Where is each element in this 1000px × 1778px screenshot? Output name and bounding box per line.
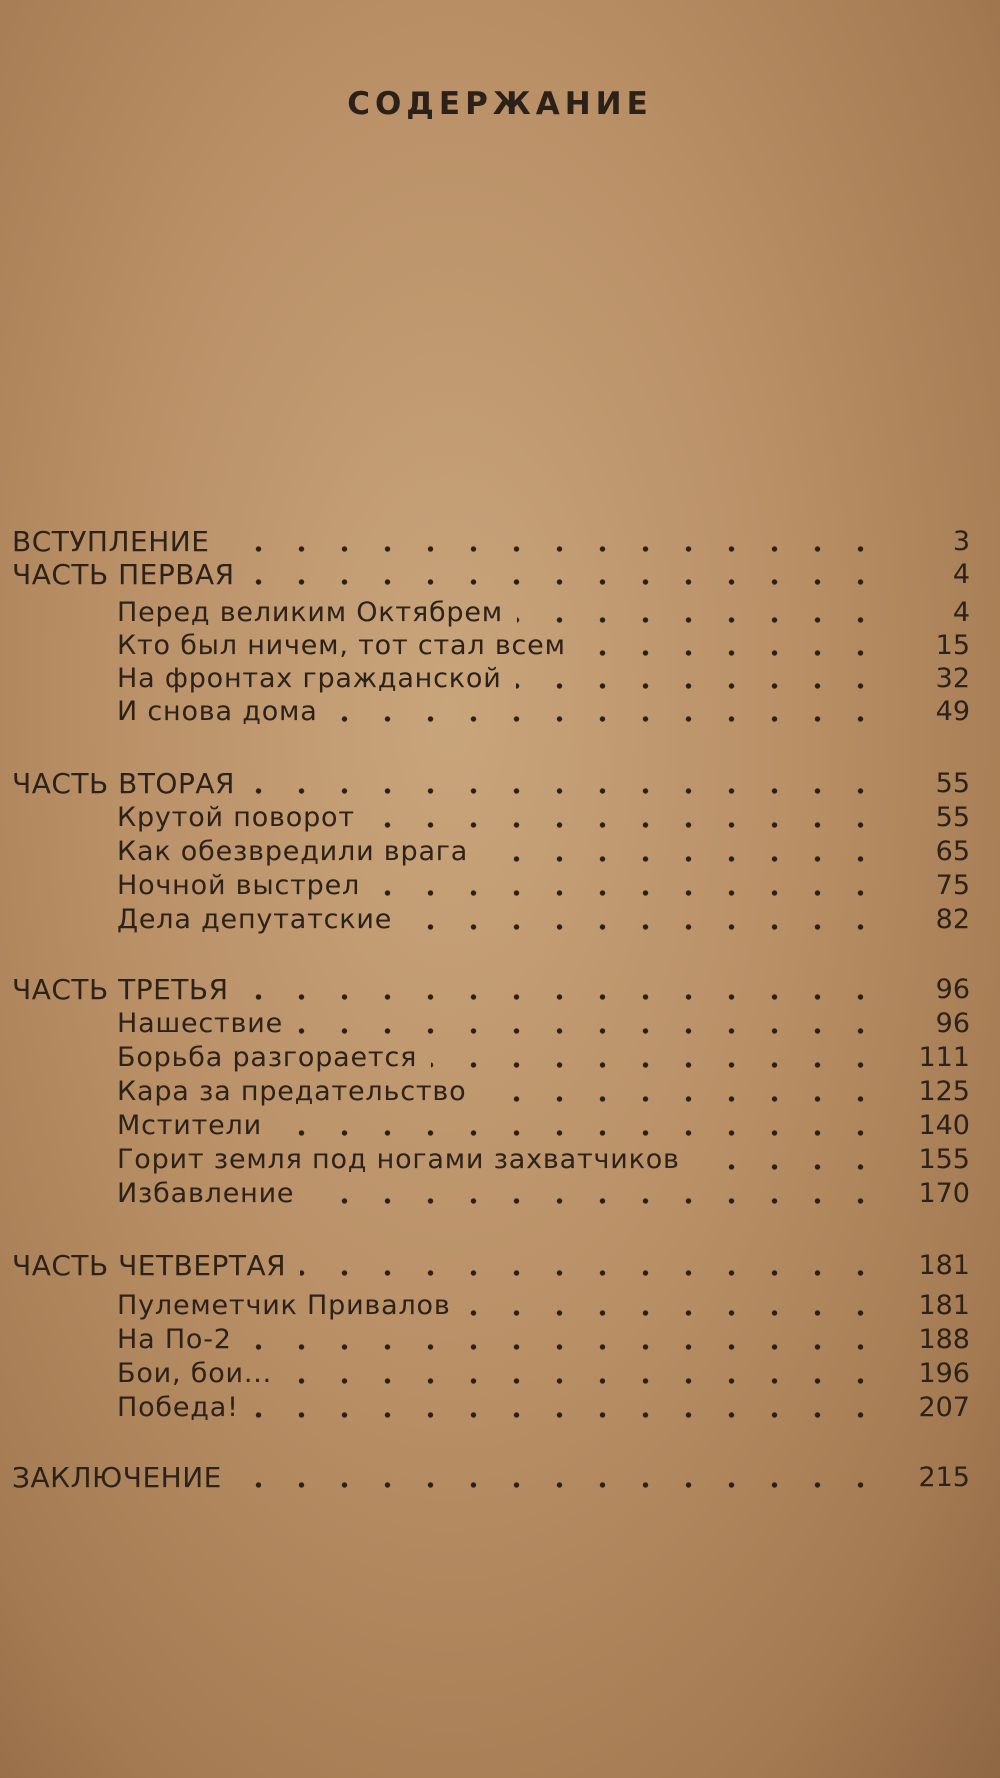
toc-page-number: 140: [918, 1110, 970, 1141]
dot-leader: [482, 856, 882, 862]
toc-chapter-title: Избавление: [117, 1178, 295, 1209]
toc-entry: [0, 1288, 1000, 1324]
toc-page-number: 15: [935, 630, 970, 661]
toc-page-number: 155: [918, 1144, 970, 1175]
toc-chapter-title: Дела депутатские: [117, 904, 393, 935]
toc-page-number: 215: [918, 1462, 970, 1493]
dot-leader: [223, 546, 882, 552]
toc-chapter-title: Ночной выстрел: [117, 870, 361, 901]
toc-entry: [0, 834, 1000, 870]
toc-entry: [0, 1006, 1000, 1042]
toc-entry: [0, 902, 1000, 938]
toc-section-title: ЧАСТЬ ЧЕТВЕРТАЯ: [12, 1249, 287, 1282]
toc-page-number: 111: [918, 1042, 970, 1073]
toc-chapter-title: Как обезвредили врага: [117, 836, 469, 867]
dot-leader: [465, 1310, 882, 1316]
toc-page-number: 181: [918, 1290, 970, 1321]
dot-leader: [517, 617, 882, 623]
toc-page-number: 3: [952, 526, 970, 557]
dot-leader: [480, 1096, 882, 1102]
toc-entry: [0, 1460, 1000, 1496]
toc-section-title: ЗАКЛЮЧЕНИЕ: [12, 1461, 222, 1494]
toc-chapter-title: Перед великим Октябрем: [117, 597, 503, 628]
dot-leader: [236, 1482, 882, 1488]
dot-leader: [431, 1062, 882, 1068]
toc-entry: [0, 972, 1000, 1008]
toc-entry: [0, 1356, 1000, 1392]
toc-section-title: ВСТУПЛЕНИЕ: [12, 525, 210, 558]
toc-section-title: ЧАСТЬ ТРЕТЬЯ: [12, 973, 229, 1006]
dot-leader: [246, 1344, 882, 1350]
toc-entry: [0, 661, 1000, 697]
toc-entry: [0, 595, 1000, 631]
dot-leader: [243, 994, 882, 1000]
dot-leader: [694, 1164, 882, 1170]
dot-leader: [332, 716, 882, 722]
toc-page-number: 188: [918, 1324, 970, 1355]
toc-chapter-title: Бои, бои...: [117, 1358, 273, 1389]
toc-page-number: 75: [935, 870, 970, 901]
toc-chapter-title: Крутой поворот: [117, 802, 355, 833]
toc-entry: [0, 524, 1000, 560]
dot-leader: [308, 1198, 882, 1204]
toc-chapter-title: Кара за предательство: [117, 1076, 467, 1107]
toc-page-number: 207: [918, 1392, 970, 1423]
toc-chapter-title: Пулеметчик Привалов: [117, 1290, 451, 1321]
toc-entry: [0, 1074, 1000, 1110]
toc-section-title: ЧАСТЬ ПЕРВАЯ: [12, 558, 235, 591]
toc-chapter-title: Нашествие: [117, 1008, 284, 1039]
toc-chapter-title: Кто был ничем, тот стал всем: [117, 630, 566, 661]
toc-entry: [0, 694, 1000, 730]
toc-entry: [0, 1142, 1000, 1178]
toc-chapter-title: Мстители: [117, 1110, 262, 1141]
toc-page-number: 181: [918, 1250, 970, 1281]
toc-chapter-title: И снова дома: [117, 696, 318, 727]
dot-leader: [297, 1028, 882, 1034]
page-title: СОДЕРЖАНИЕ: [347, 86, 653, 122]
toc-entry: [0, 1176, 1000, 1212]
toc-entry: [0, 1322, 1000, 1358]
toc-page-number: 65: [935, 836, 970, 867]
toc-chapter-title: На фронтах гражданской: [117, 663, 502, 694]
dot-leader: [276, 1130, 882, 1136]
toc-chapter-title: Горит земля под ногами захватчиков: [117, 1144, 680, 1175]
dot-leader: [300, 1270, 882, 1276]
toc-page-number: 125: [918, 1076, 970, 1107]
toc-chapter-title: Победа!: [117, 1392, 239, 1423]
dot-leader: [580, 650, 882, 656]
toc-entry: [0, 868, 1000, 904]
toc-page-number: 32: [935, 663, 970, 694]
toc-page-number: 4: [952, 559, 970, 590]
toc-entry: [0, 1390, 1000, 1426]
toc-section-title: ЧАСТЬ ВТОРАЯ: [12, 767, 235, 800]
dot-leader: [369, 822, 882, 828]
toc-page-number: 96: [935, 1008, 970, 1039]
toc-chapter-title: На По-2: [117, 1324, 232, 1355]
toc-page-number: 170: [918, 1178, 970, 1209]
toc-entry: [0, 800, 1000, 836]
toc-entry: [0, 1248, 1000, 1284]
toc-entry: [0, 557, 1000, 593]
toc-page-number: 4: [952, 597, 970, 628]
toc-page-number: 55: [935, 768, 970, 799]
toc-chapter-title: Борьба разгорается: [117, 1042, 418, 1073]
toc-entry: [0, 1040, 1000, 1076]
dot-leader: [406, 924, 882, 930]
dot-leader: [249, 788, 882, 794]
dot-leader: [249, 579, 882, 585]
dot-leader: [374, 890, 882, 896]
toc-entry: [0, 766, 1000, 802]
toc-page-number: 55: [935, 802, 970, 833]
toc-page-number: 96: [935, 974, 970, 1005]
toc-entry: [0, 1108, 1000, 1144]
dot-leader: [253, 1412, 882, 1418]
toc-page-number: 49: [935, 696, 970, 727]
dot-leader: [516, 683, 882, 689]
toc-page-number: 196: [918, 1358, 970, 1389]
toc-entry: [0, 628, 1000, 664]
toc-page-number: 82: [935, 904, 970, 935]
dot-leader: [286, 1378, 882, 1384]
